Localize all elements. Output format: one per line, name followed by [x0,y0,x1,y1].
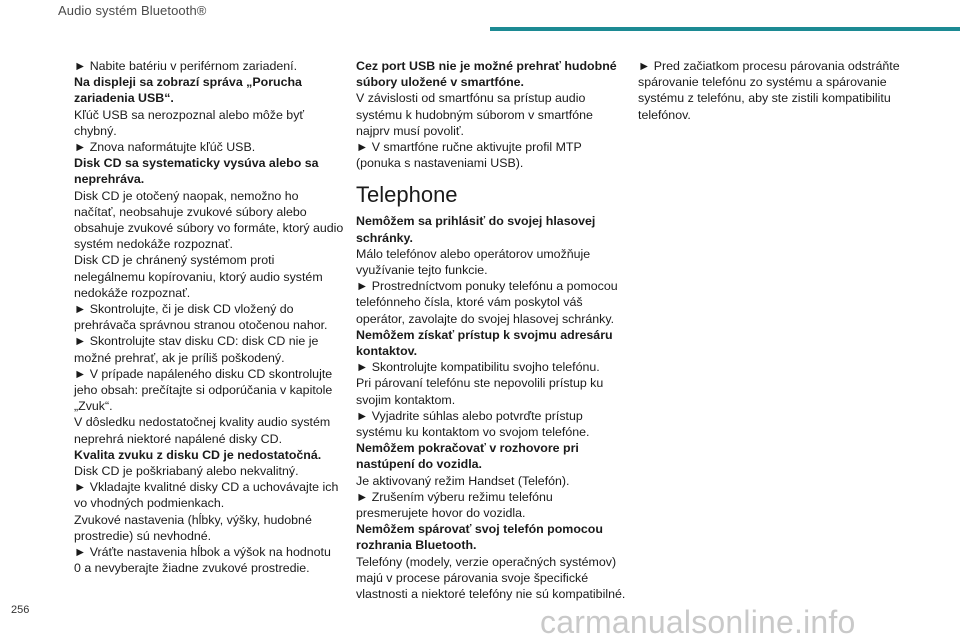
page-number: 256 [11,604,30,616]
text-paragraph [74,188,349,447]
text-line: ► Skontrolujte kompatibilitu svojho telefónu. [356,360,600,375]
text-line: ► Znova naformátujte kľúč USB. [74,140,256,155]
text-line: ► Vráťte nastavenia hĺbok a výšok na hodnotu [74,545,331,560]
header-accent-bar [490,27,960,31]
text-line: Na displeji sa zobrazí správa „Porucha [74,75,302,90]
text-line: ► Prostredníctvom ponuky telefónu a pomocou [356,279,618,294]
text-line: prostredie) sú nevhodné. [74,528,212,543]
column-right [638,58,913,123]
text-line: vo vhodných podmienkach. [74,496,225,511]
text-line: V dôsledku nedostatočnej kvality audio systém [74,415,331,430]
text-paragraph [74,463,349,576]
text-line: telefónneho čísla, ktoré vám poskytol váš [356,295,583,310]
header-title: Audio systém Bluetooth® [58,3,207,18]
text-line: Nemôžem pokračovať v rozhovore pri [356,441,579,456]
text-paragraph [356,246,631,327]
text-line: (ponuka s nastaveniami USB). [356,156,524,171]
text-line: ► Vkladajte kvalitné disky CD a uchovávajte ich [74,480,339,495]
question-heading [74,447,349,463]
question-heading [74,155,349,187]
question-heading [356,58,631,90]
text-line: svojim kontaktom. [356,392,456,407]
text-line: Pri párovaní telefónu ste nepovolili prístup ku [356,376,604,391]
question-heading [74,74,349,106]
text-line: ► Vyjadrite súhlas alebo potvrďte prístup [356,408,583,423]
text-line: Disk CD je chránený systémom proti [74,253,275,268]
text-line: využívanie tejto funkcie. [356,263,488,278]
text-paragraph [356,473,631,522]
text-line: 0 a nevyberajte žiadne zvukové prostredie. [74,561,310,576]
text-line: Cez port USB nie je možné prehrať hudobné [356,59,617,73]
question-heading [356,213,631,245]
text-line: chybný. [74,123,117,138]
text-line: presmerujete hovor do vozidla. [356,506,526,521]
text-line: systému z telefónu, aby ste zistili kompatibilitu [638,91,891,106]
text-line: prehrávača správnou stranou otočenou nahor. [74,318,328,333]
text-line: Nemôžem sa prihlásiť do svojej hlasovej [356,214,596,229]
text-paragraph [356,359,631,440]
text-line: nelegálnemu kopírovaniu, ktorý audio systém [74,269,323,284]
text-line: Disk CD je otočený naopak, nemožno ho [74,188,299,203]
text-line: Je aktivovaný režim Handset (Telefón). [356,473,570,488]
text-line: Nemôžem získať prístup k svojmu adresáru [356,327,613,342]
text-line: spárovanie telefónu zo systému a spárovanie [638,75,887,90]
text-paragraph [356,90,631,171]
text-line: vlastnosti a niektoré telefóny nie sú kompatibilné. [356,587,626,602]
text-line: možné prehrať, ak je príliš poškodený. [74,350,285,365]
section-heading: Telephone [356,182,458,208]
text-line: súbory uložené v smartfóne. [356,75,524,90]
text-line: Kvalita zvuku z disku CD je nedostatočná. [74,447,322,462]
text-line: ► Skontrolujte, či je disk CD vložený do [74,302,294,317]
question-heading [356,440,631,472]
text-line: Nemôžem spárovať svoj telefón pomocou [356,522,603,537]
text-line: Telefóny (modely, verzie operačných systémov) [356,554,617,569]
text-line: „Zvuk“. [74,399,113,414]
text-line: zariadenia USB“. [74,91,174,106]
text-line: kontaktov. [356,344,418,359]
text-line: ► V prípade napáleného disku CD skontrolujte [74,366,333,381]
text-line: Zvukové nastavenia (hĺbky, výšky, hudobné [74,512,312,527]
watermark: carmanualsonline.info [540,604,856,640]
text-line: Disk CD je poškriabaný alebo nekvalitný. [74,464,299,479]
text-line: najprv musí povoliť. [356,123,464,138]
text-paragraph [638,58,913,123]
text-line: Kľúč USB sa nerozpoznal alebo môže byť [74,107,305,122]
text-line: neprehráva. [74,172,145,187]
text-paragraph [74,58,349,74]
text-line: systému k hudobným súborom v smartfóne [356,107,593,122]
text-line: schránky. [356,230,413,245]
column-left [74,58,349,577]
question-heading [356,327,631,359]
text-line: jeho obsah: prečítajte si odporúčania v kapitole [74,383,333,398]
text-line: ► Zrušením výberu režimu telefónu [356,489,553,504]
text-line: majú v procese párovania svoje špecifické [356,570,589,585]
text-line: ► Nabite batériu v periférnom zariadení. [74,59,298,73]
text-line: systému ku kontaktom vo svojom telefóne. [356,425,590,440]
text-paragraph [74,107,349,156]
text-line: nastúpení do vozidla. [356,457,482,472]
text-line: neprehrá niektoré napálené disky CD. [74,431,283,446]
text-paragraph [356,554,631,603]
text-line: ► V smartfóne ručne aktivujte profil MTP [356,140,582,155]
text-line: Disk CD sa systematicky vysúva alebo sa [74,156,319,171]
text-line: systém nedokáže rozpoznať. [74,237,233,252]
text-line: Málo telefónov alebo operátorov umožňuje [356,246,591,261]
column-middle [356,58,631,602]
text-line: ► Skontrolujte stav disku CD: disk CD nie je [74,334,319,349]
text-line: telefónov. [638,107,691,122]
text-line: V závislosti od smartfónu sa prístup audio [356,91,586,106]
text-line: ► Pred začiatkom procesu párovania odstráňte [638,59,900,73]
text-line: obsahuje zvukové súbory vo formáte, ktorý audio [74,221,344,236]
question-heading [356,521,631,553]
text-line: načítať, neobsahuje zvukové súbory alebo [74,204,307,219]
text-line: operátor, zavolajte do svojej hlasovej schránky. [356,311,615,326]
text-line: rozhrania Bluetooth. [356,538,477,553]
text-line: nedokáže rozpoznať. [74,285,191,300]
